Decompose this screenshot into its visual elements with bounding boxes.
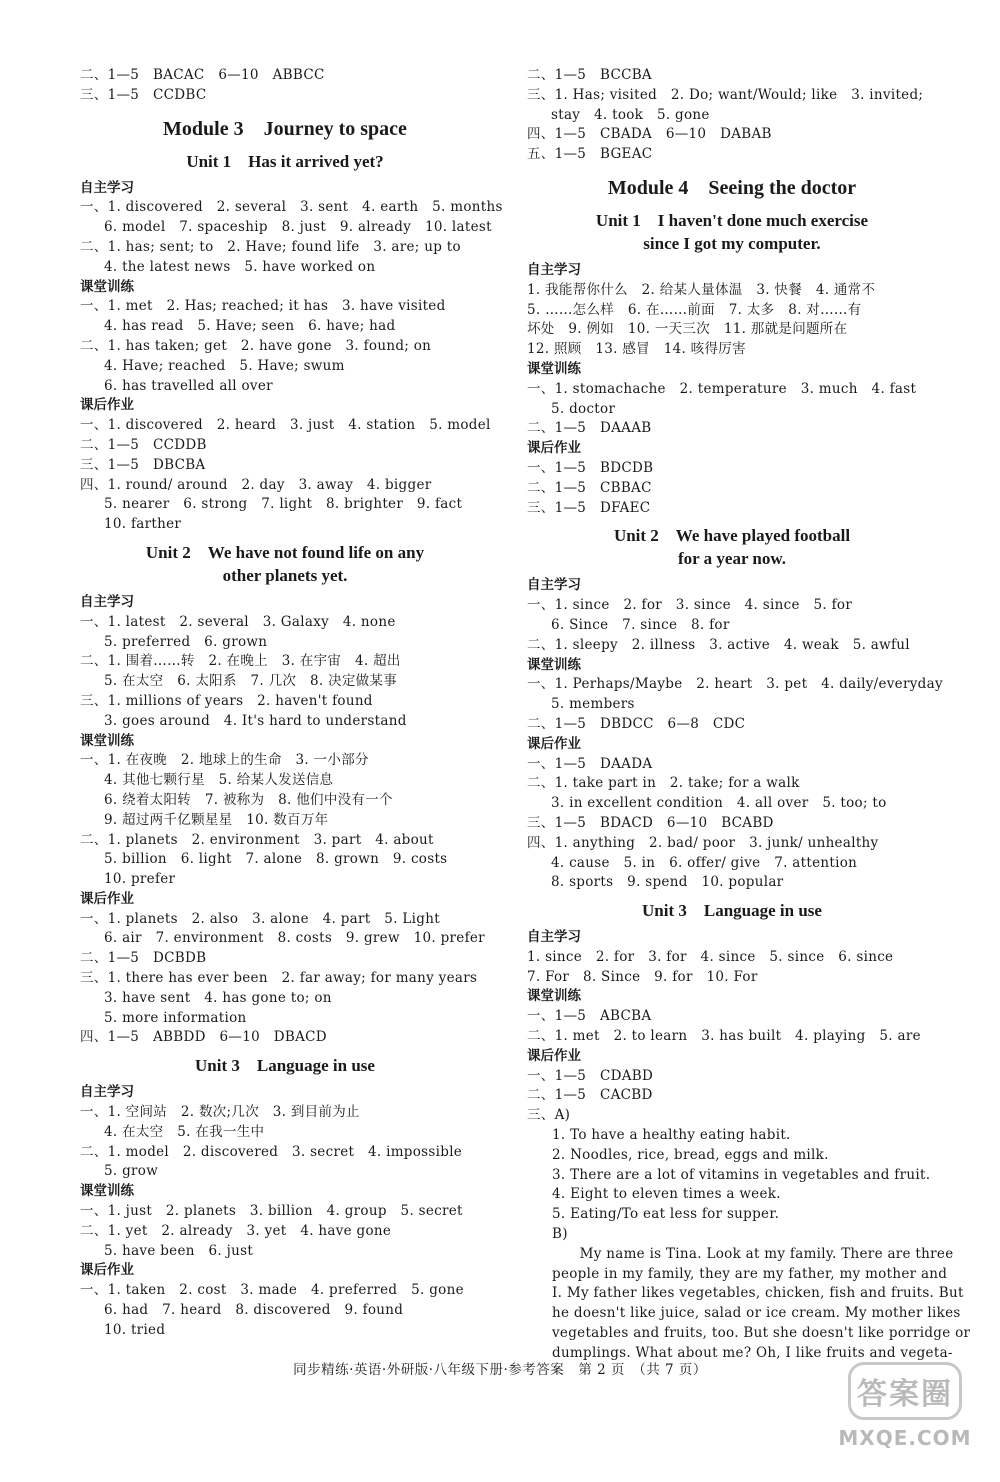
answer-line: 2. Noodles, rice, bread, eggs and milk.	[552, 1146, 829, 1163]
answer-line: 二、1—5 BACAC 6—10 ABBCC	[80, 67, 325, 83]
answer-line: 1. 我能帮你什么 2. 给某人量体温 3. 快餐 4. 通常不	[527, 281, 876, 298]
section-label: 课堂训练	[527, 988, 581, 1005]
answer-line: 三、1. millions of years 2. haven't found	[80, 692, 373, 709]
section-label: 课堂训练	[527, 656, 581, 673]
answer-line: 4. has read 5. Have; seen 6. have; had	[104, 318, 396, 335]
answer-line: 一、1. just 2. planets 3. billion 4. group 5. secret	[80, 1203, 463, 1220]
watermark-logo: 答案圈	[848, 1362, 962, 1420]
answer-line: 1. To have a healthy eating habit.	[552, 1127, 791, 1144]
m4-unit3-title: Unit 3 Language in use	[642, 901, 822, 921]
answer-line: 4. cause 5. in 6. offer/ give 7. attention	[551, 854, 858, 871]
answer-line: 6. has travelled all over	[104, 377, 273, 394]
answer-line: 坏处 9. 例如 10. 一天三次 11. 那就是问题所在	[527, 321, 848, 338]
section-label: 课堂训练	[80, 278, 134, 295]
answer-line: 四、1—5 CBADA 6—10 DABAB	[527, 126, 772, 143]
m4-unit1-title	[527, 209, 937, 255]
answer-line: 一、1. discovered 2. heard 3. just 4. station 5. model	[80, 417, 491, 434]
answer-line: 三、1—5 DFAEC	[527, 499, 651, 516]
answer-line: 二、1—5 DAAAB	[527, 420, 652, 437]
answer-line: 三、1—5 BDACD 6—10 BCABD	[527, 814, 774, 831]
section-label: 自主学习	[527, 929, 581, 946]
answer-line: 3. goes around 4. It's hard to understand	[104, 712, 407, 729]
answer-line: stay 4. took 5. gone	[551, 106, 710, 123]
answer-line: 一、1. taken 2. cost 3. made 4. preferred 5. gone	[80, 1282, 464, 1299]
answer-line: 二、1. take part in 2. take; for a walk	[527, 775, 800, 792]
answer-line: 5. billion 6. light 7. alone 8. grown 9. costs	[104, 851, 448, 868]
answer-line: 5. preferred 6. grown	[104, 633, 268, 650]
section-label: 自主学习	[80, 1084, 134, 1101]
answer-line: 5. ……怎么样 6. 在……前面 7. 太多 8. 对……有	[527, 301, 862, 318]
watermark	[830, 1362, 980, 1462]
answer-line: 二、1—5 CCDDB	[80, 436, 207, 453]
answer-line: 三、1. Has; visited 2. Do; want/Would; like 3. invited;	[527, 86, 924, 103]
section-label: 课堂训练	[80, 1183, 134, 1200]
section-label: 自主学习	[80, 179, 134, 196]
answer-line: 6. Since 7. since 8. for	[551, 616, 730, 633]
answer-line: 4. the latest news 5. have worked on	[104, 258, 376, 275]
section-label: 自主学习	[527, 261, 581, 278]
answer-line: 5. grow	[104, 1163, 159, 1180]
passage-line: vegetables and fruits, too. But she doesn't like porridge or	[552, 1325, 971, 1342]
right-column	[527, 66, 971, 1364]
answer-line: 一、1—5 CDABD	[527, 1067, 654, 1084]
m3-unit1-title: Unit 1 Has it arrived yet?	[186, 151, 384, 171]
answer-line: 1. since 2. for 3. for 4. since 5. since 6. since	[527, 948, 894, 965]
answer-line: 二、1—5 BCCBA	[527, 67, 652, 83]
answer-line: 二、1. has taken; get 2. have gone 3. found; on	[80, 337, 432, 354]
section-label: 课后作业	[527, 1047, 581, 1064]
section-label: 课后作业	[527, 735, 581, 752]
answer-line: 三、1. there has ever been 2. far away; for many years	[80, 970, 478, 987]
passage-line: My name is Tina. Look at my family. There are three	[552, 1245, 954, 1262]
answer-line: 一、1—5 DAADA	[527, 755, 653, 772]
answer-line: 6. air 7. environment 8. costs 9. grew 10. prefer	[104, 930, 485, 947]
answer-line: 三、A)	[527, 1107, 571, 1124]
answer-line: 二、1. yet 2. already 3. yet 4. have gone	[80, 1222, 392, 1239]
answer-line: 5. nearer 6. strong 7. light 8. brighter 9. fact	[104, 496, 463, 513]
answer-line: 6. model 7. spaceship 8. just 9. already 10. latest	[104, 219, 492, 236]
title-line: Unit 1 I haven't done much exercise	[595, 210, 869, 230]
answer-line: 二、1—5 DCBDB	[80, 950, 207, 967]
answer-line: 一、1. 在夜晚 2. 地球上的生命 3. 一小部分	[80, 752, 369, 769]
answer-line: B)	[552, 1226, 568, 1243]
answer-line: 三、1—5 CCDBC	[80, 86, 207, 103]
answer-line: 5. Eating/To eat less for supper.	[552, 1206, 780, 1223]
section-label: 课堂训练	[527, 360, 581, 377]
answer-line: 一、1. Perhaps/Maybe 2. heart 3. pet 4. daily/everyday	[527, 676, 943, 693]
answer-line: 3. There are a lot of vitamins in vegetables and fruit.	[552, 1166, 931, 1183]
answer-line: 二、1—5 CACBD	[527, 1087, 653, 1104]
answer-line: 10. farther	[104, 516, 182, 533]
answer-line: 3. have sent 4. has gone to; on	[104, 989, 332, 1006]
answer-line: 一、1—5 ABCBA	[527, 1008, 652, 1025]
section-label: 课后作业	[80, 1262, 134, 1279]
passage-line: he doesn't like juice, salad or ice cream. My mother likes	[552, 1305, 961, 1322]
answer-line: 二、1. model 2. discovered 3. secret 4. impossible	[80, 1143, 463, 1160]
answer-line: 3. in excellent condition 4. all over 5. too; to	[551, 795, 887, 812]
answer-line: 9. 超过两千亿颗星星 10. 数百万年	[104, 811, 329, 828]
answer-line: 一、1. since 2. for 3. since 4. since 5. for	[527, 597, 853, 614]
title-line: since I got my computer.	[643, 233, 821, 253]
answer-line: 一、1. met 2. Has; reached; it has 3. have visited	[80, 298, 446, 315]
title-line: other planets yet.	[222, 565, 348, 585]
answer-line: 5. members	[551, 696, 635, 713]
answer-line: 二、1. met 2. to learn 3. has built 4. playing 5. are	[527, 1028, 921, 1045]
answer-line: 四、1. anything 2. bad/ poor 3. junk/ unhealthy	[527, 834, 879, 851]
answer-line: 5. more information	[104, 1009, 247, 1026]
section-label: 课后作业	[80, 890, 134, 907]
page-footer: 同步精练·英语·外研版·八年级下册·参考答案 第 2 页 （共 7 页）	[293, 1362, 707, 1378]
section-label: 课堂训练	[80, 732, 134, 749]
title-line: for a year now.	[678, 549, 786, 569]
answer-line: 二、1. 围着……转 2. 在晚上 3. 在宇宙 4. 超出	[80, 653, 401, 670]
passage-line: dumplings. What about me? Oh, I like fruits and vegeta-	[552, 1344, 953, 1361]
section-label: 课后作业	[80, 397, 134, 414]
answer-line: 10. prefer	[104, 871, 176, 888]
answer-line: 4. 在太空 5. 在我一生中	[104, 1123, 265, 1140]
m3-unit2-title	[80, 541, 490, 587]
watermark-url: MXQE.COM	[838, 1426, 972, 1450]
answer-line: 二、1—5 DBDCC 6—8 CDC	[527, 715, 746, 732]
answer-line: 一、1. latest 2. several 3. Galaxy 4. none	[80, 613, 396, 630]
module-3-title: Module 3 Journey to space	[163, 117, 407, 140]
module-4-title: Module 4 Seeing the doctor	[607, 176, 857, 199]
answer-line: 三、1—5 DBCBA	[80, 456, 206, 473]
answer-line: 一、1—5 BDCDB	[527, 459, 654, 476]
answer-line: 5. 在太空 6. 太阳系 7. 几次 8. 决定做某事	[104, 673, 398, 690]
answer-line: 一、1. discovered 2. several 3. sent 4. earth 5. months	[80, 199, 503, 216]
answer-line: 二、1. sleepy 2. illness 3. active 4. weak 5. awful	[527, 636, 910, 653]
answer-line: 10. tried	[104, 1321, 166, 1338]
m3-unit3-title: Unit 3 Language in use	[195, 1056, 375, 1076]
answer-line: 二、1. has; sent; to 2. Have; found life 3. are; up to	[80, 238, 461, 255]
title-line: Unit 2 We have played football	[613, 526, 851, 546]
answer-line: 5. have been 6. just	[104, 1242, 254, 1259]
passage-line: people in my family, they are my father, my mother and	[552, 1265, 948, 1282]
answer-line: 五、1—5 BGEAC	[527, 146, 653, 163]
passage-line: I. My father likes vegetables, chicken, fish and fruits. But	[552, 1285, 964, 1302]
m4-unit2-title	[527, 524, 937, 570]
answer-line: 6. 绕着太阳转 7. 被称为 8. 他们中没有一个	[104, 791, 393, 808]
section-label: 自主学习	[527, 577, 581, 594]
answer-line: 5. doctor	[551, 400, 616, 417]
answer-line: 一、1. planets 2. also 3. alone 4. part 5. Light	[80, 910, 440, 927]
answer-line: 8. sports 9. spend 10. popular	[551, 874, 784, 891]
answer-line: 四、1—5 ABBDD 6—10 DBACD	[80, 1029, 327, 1046]
left-column	[80, 66, 503, 1341]
section-label: 自主学习	[80, 593, 134, 610]
answer-line: 12. 照顾 13. 感冒 14. 咳得厉害	[527, 341, 746, 358]
answer-line: 一、1. stomachache 2. temperature 3. much 4. fast	[527, 380, 917, 397]
answer-line: 4. Have; reached 5. Have; swum	[104, 357, 345, 374]
section-label: 课后作业	[527, 440, 581, 457]
answer-line: 6. had 7. heard 8. discovered 9. found	[104, 1302, 404, 1319]
answer-line: 二、1. planets 2. environment 3. part 4. about	[80, 831, 434, 848]
answer-line: 4. 其他七颗行星 5. 给某人发送信息	[104, 772, 334, 789]
answer-line: 4. Eight to eleven times a week.	[552, 1186, 781, 1203]
answer-line: 一、1. 空间站 2. 数次;几次 3. 到目前为止	[80, 1104, 360, 1121]
answer-line: 二、1—5 CBBAC	[527, 479, 652, 496]
answer-line: 7. For 8. Since 9. for 10. For	[527, 968, 758, 985]
answer-line: 四、1. round/ around 2. day 3. away 4. bigger	[80, 476, 432, 493]
title-line: Unit 2 We have not found life on any	[145, 542, 425, 562]
